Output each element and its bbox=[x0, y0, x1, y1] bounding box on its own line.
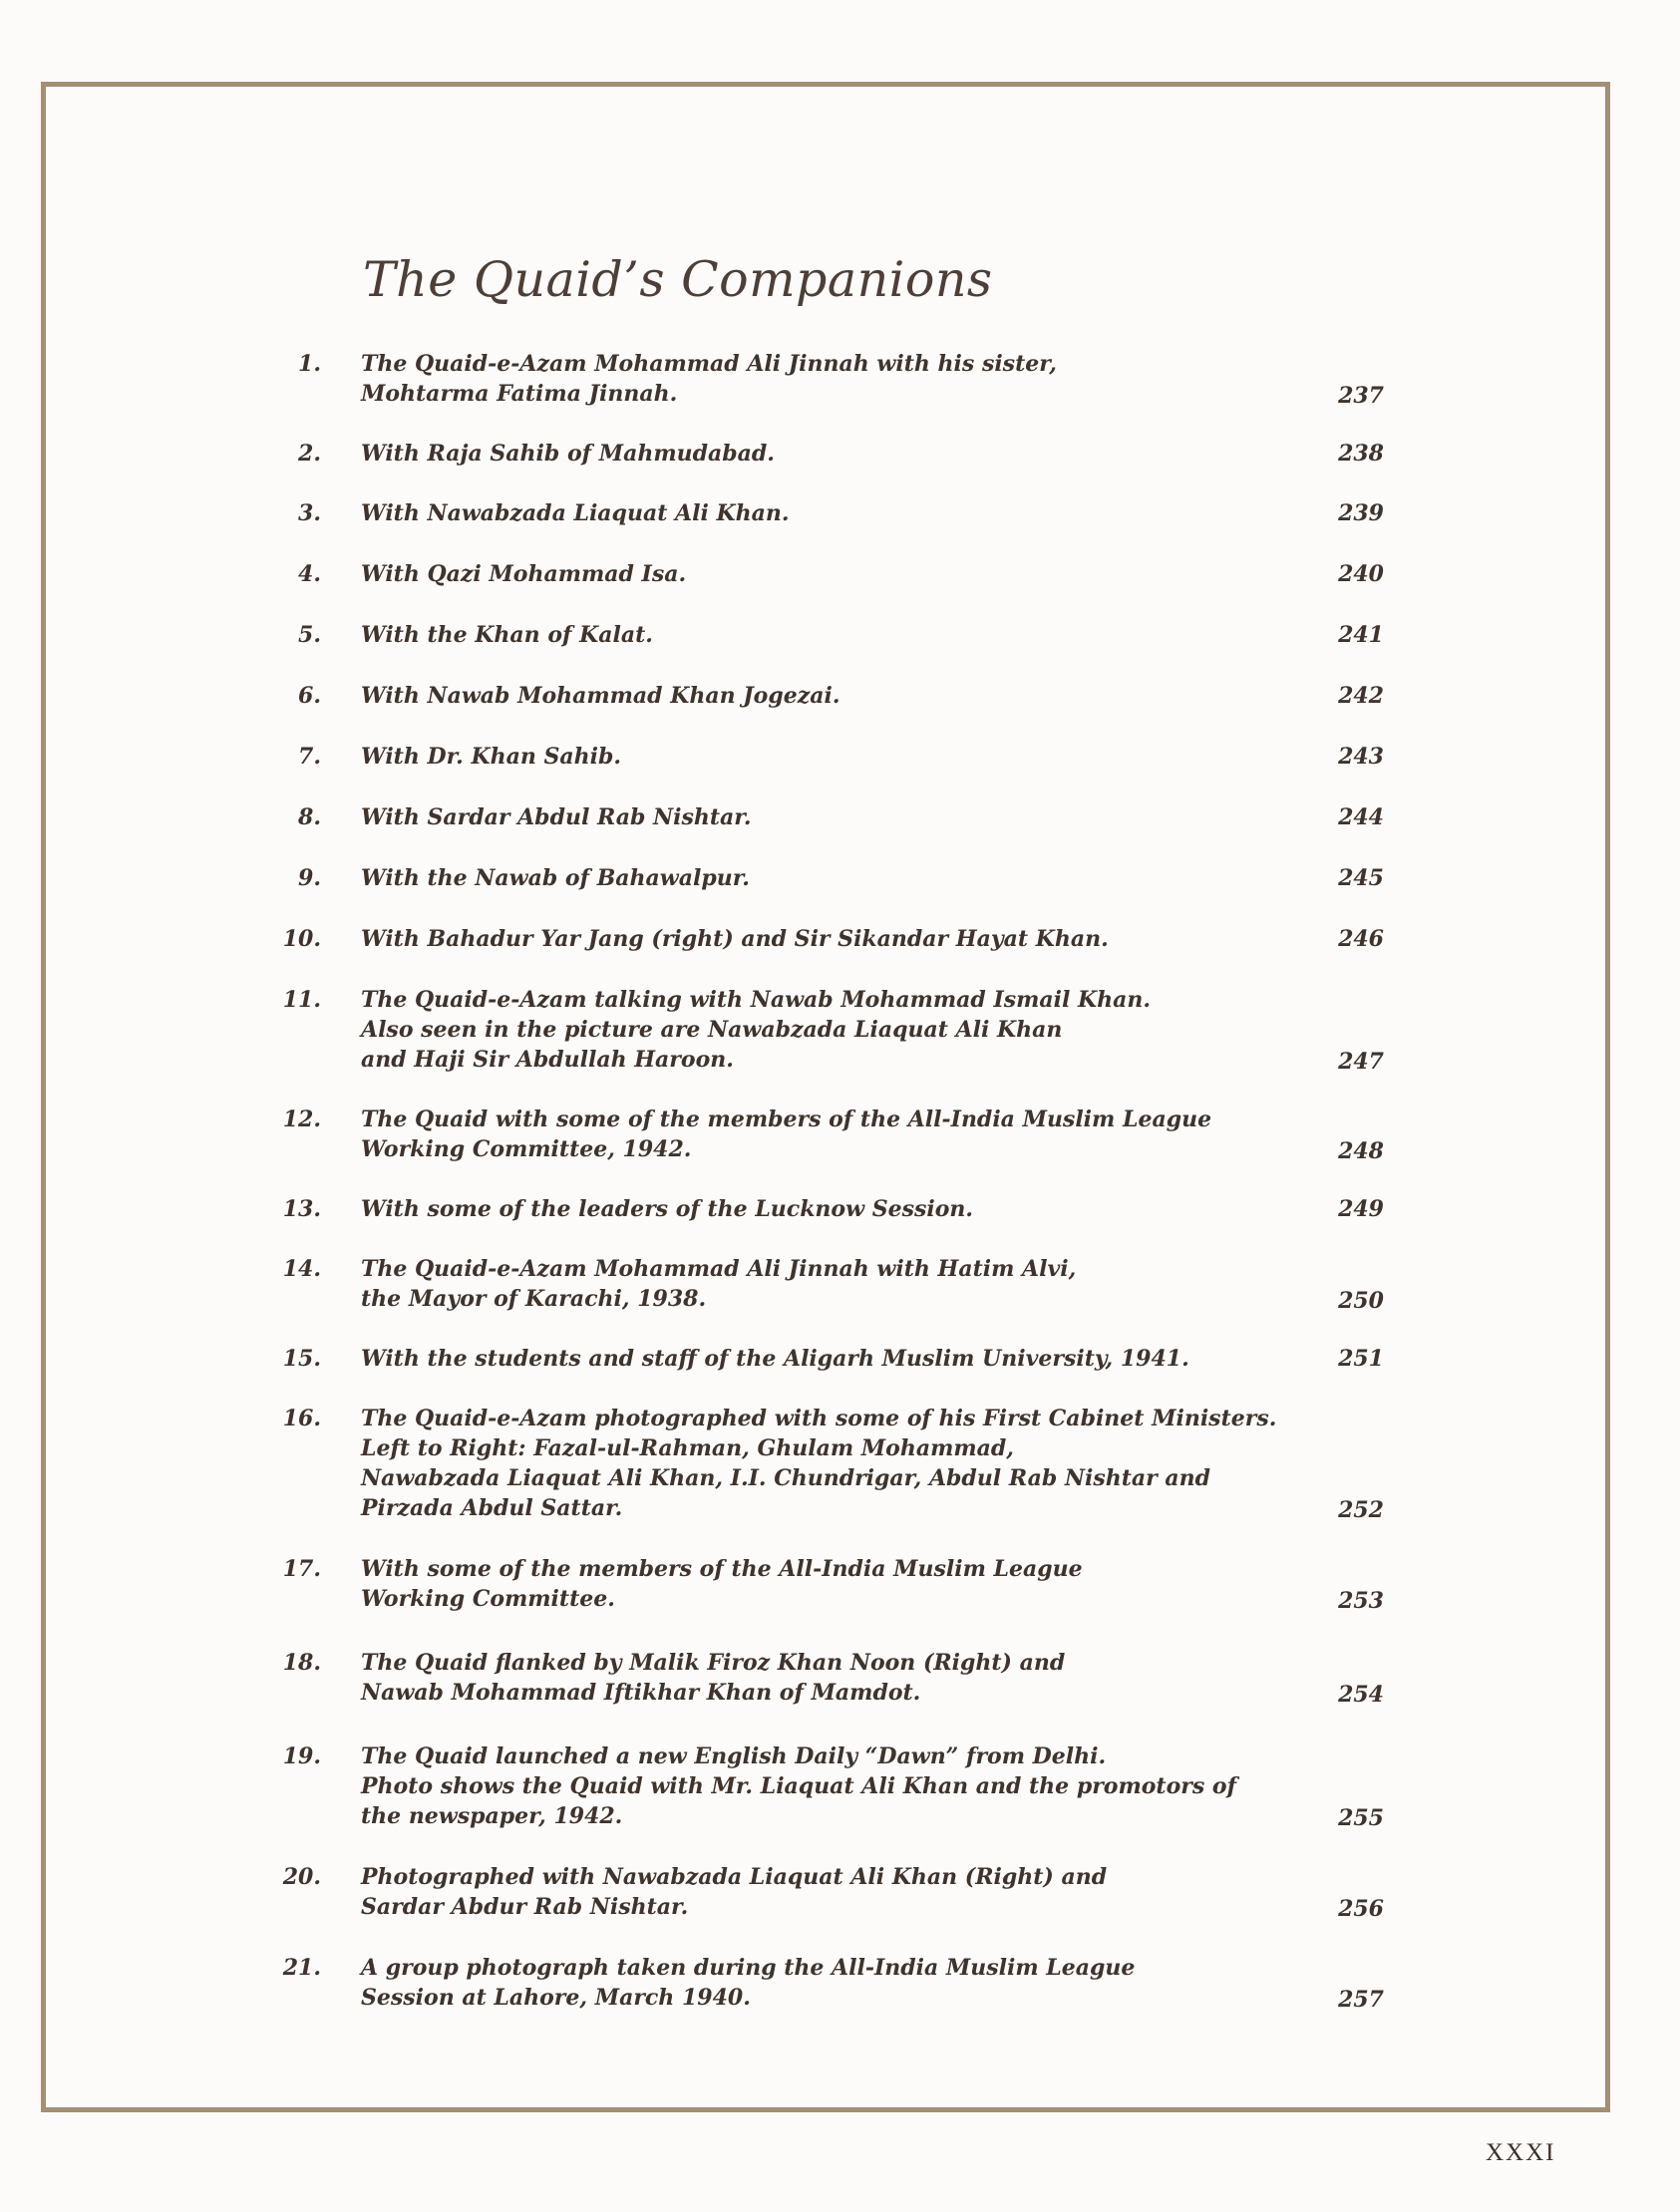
entry-page-number: 252 bbox=[1338, 1497, 1384, 1523]
entry-caption: With Nawab Mohammad Khan Jogezai. bbox=[361, 683, 840, 709]
entry-caption: With Dr. Khan Sahib. bbox=[361, 744, 622, 770]
entry-page-number: 237 bbox=[1338, 383, 1384, 409]
entry-number: 14. bbox=[282, 1256, 321, 1282]
entry-number: 19. bbox=[282, 1743, 321, 1769]
entry-number: 20. bbox=[282, 1864, 321, 1890]
entry-caption: With the Nawab of Bahawalpur. bbox=[361, 865, 750, 891]
entry-page-number: 244 bbox=[1338, 804, 1384, 830]
entry-page-number: 248 bbox=[1338, 1138, 1384, 1164]
entry-page-number: 256 bbox=[1338, 1896, 1384, 1922]
entry-page-number: 241 bbox=[1338, 622, 1384, 648]
entry-number: 8. bbox=[298, 804, 321, 830]
entry-page-number: 247 bbox=[1338, 1049, 1384, 1075]
entry-number: 10. bbox=[282, 926, 321, 952]
entry-caption: With some of the members of the All-India Muslim League Working Committee. bbox=[361, 1556, 1083, 1612]
entry-page-number: 257 bbox=[1338, 1987, 1384, 2013]
entry-page-number: 240 bbox=[1338, 561, 1384, 587]
entry-number: 1. bbox=[298, 351, 321, 377]
entry-number: 21. bbox=[282, 1955, 321, 1981]
entry-number: 15. bbox=[282, 1346, 321, 1372]
entry-caption: With Raja Sahib of Mahmudabad. bbox=[361, 441, 775, 467]
folio-page-number: XXXI bbox=[1486, 2139, 1556, 2166]
entry-caption: With Bahadur Yar Jang (right) and Sir Sikandar Hayat Khan. bbox=[361, 926, 1109, 952]
entry-caption: With Sardar Abdul Rab Nishtar. bbox=[361, 804, 752, 830]
entry-number: 16. bbox=[282, 1406, 321, 1431]
entry-number: 12. bbox=[282, 1106, 321, 1132]
entry-page-number: 254 bbox=[1338, 1682, 1384, 1708]
entry-caption: With the Khan of Kalat. bbox=[361, 622, 653, 648]
entry-caption: The Quaid-e-Azam Mohammad Ali Jinnah with Hatim Alvi, the Mayor of Karachi, 1938. bbox=[361, 1256, 1077, 1312]
entry-number: 18. bbox=[282, 1650, 321, 1676]
entry-caption: With Qazi Mohammad Isa. bbox=[361, 561, 687, 587]
entry-page-number: 243 bbox=[1338, 744, 1384, 770]
entry-number: 17. bbox=[282, 1556, 321, 1582]
entry-page-number: 238 bbox=[1338, 441, 1384, 467]
entry-caption: The Quaid flanked by Malik Firoz Khan Noon (Right) and Nawab Mohammad Iftikhar Khan of Mamdot. bbox=[361, 1650, 1066, 1706]
entry-caption: The Quaid-e-Azam talking with Nawab Mohammad Ismail Khan. Also seen in the picture are Nawabzada Liaquat Ali Khan and Haji Sir Abdullah Haroon. bbox=[361, 987, 1152, 1073]
entry-number: 7. bbox=[298, 744, 321, 770]
entry-caption: With Nawabzada Liaquat Ali Khan. bbox=[361, 500, 790, 526]
entry-page-number: 246 bbox=[1338, 926, 1384, 952]
entry-number: 9. bbox=[298, 865, 321, 891]
entry-page-number: 253 bbox=[1338, 1588, 1384, 1614]
page-title: The Quaid’s Companions bbox=[363, 251, 993, 308]
entry-number: 3. bbox=[298, 500, 321, 526]
entry-page-number: 239 bbox=[1338, 500, 1384, 526]
entry-number: 5. bbox=[298, 622, 321, 648]
entry-number: 11. bbox=[282, 987, 321, 1013]
entry-caption: With some of the leaders of the Lucknow Session. bbox=[361, 1196, 974, 1222]
entry-page-number: 242 bbox=[1338, 683, 1384, 709]
entry-number: 6. bbox=[298, 683, 321, 709]
entry-page-number: 245 bbox=[1338, 865, 1384, 891]
entry-caption: The Quaid with some of the members of the All-India Muslim League Working Committee, 1942. bbox=[361, 1106, 1212, 1162]
entry-number: 13. bbox=[282, 1196, 321, 1222]
entry-page-number: 249 bbox=[1338, 1196, 1384, 1222]
entry-caption: The Quaid launched a new English Daily “Dawn” from Delhi. Photo shows the Quaid with Mr. Liaquat Ali Khan and the promotors of the newspaper, 1942. bbox=[361, 1743, 1237, 1829]
entry-number: 4. bbox=[298, 561, 321, 587]
entry-caption: The Quaid-e-Azam photographed with some of his First Cabinet Ministers. Left to Right: Fazal-ul-Rahman, Ghulam Mohammad, Nawabzada Liaquat Ali Khan, I.I. Chundrigar, Abdul Rab Nishtar and Pirzada Abdul Sattar. bbox=[361, 1406, 1277, 1521]
entry-number: 2. bbox=[298, 441, 321, 467]
entry-page-number: 251 bbox=[1338, 1346, 1384, 1372]
entry-page-number: 255 bbox=[1338, 1805, 1384, 1831]
entry-caption: Photographed with Nawabzada Liaquat Ali Khan (Right) and Sardar Abdur Rab Nishtar. bbox=[361, 1864, 1108, 1920]
entry-caption: The Quaid-e-Azam Mohammad Ali Jinnah with his sister, Mohtarma Fatima Jinnah. bbox=[361, 351, 1057, 407]
entry-caption: A group photograph taken during the All-India Muslim League Session at Lahore, March 1940. bbox=[361, 1955, 1136, 2011]
entry-page-number: 250 bbox=[1338, 1288, 1384, 1314]
entry-caption: With the students and staff of the Aligarh Muslim University, 1941. bbox=[361, 1346, 1189, 1372]
